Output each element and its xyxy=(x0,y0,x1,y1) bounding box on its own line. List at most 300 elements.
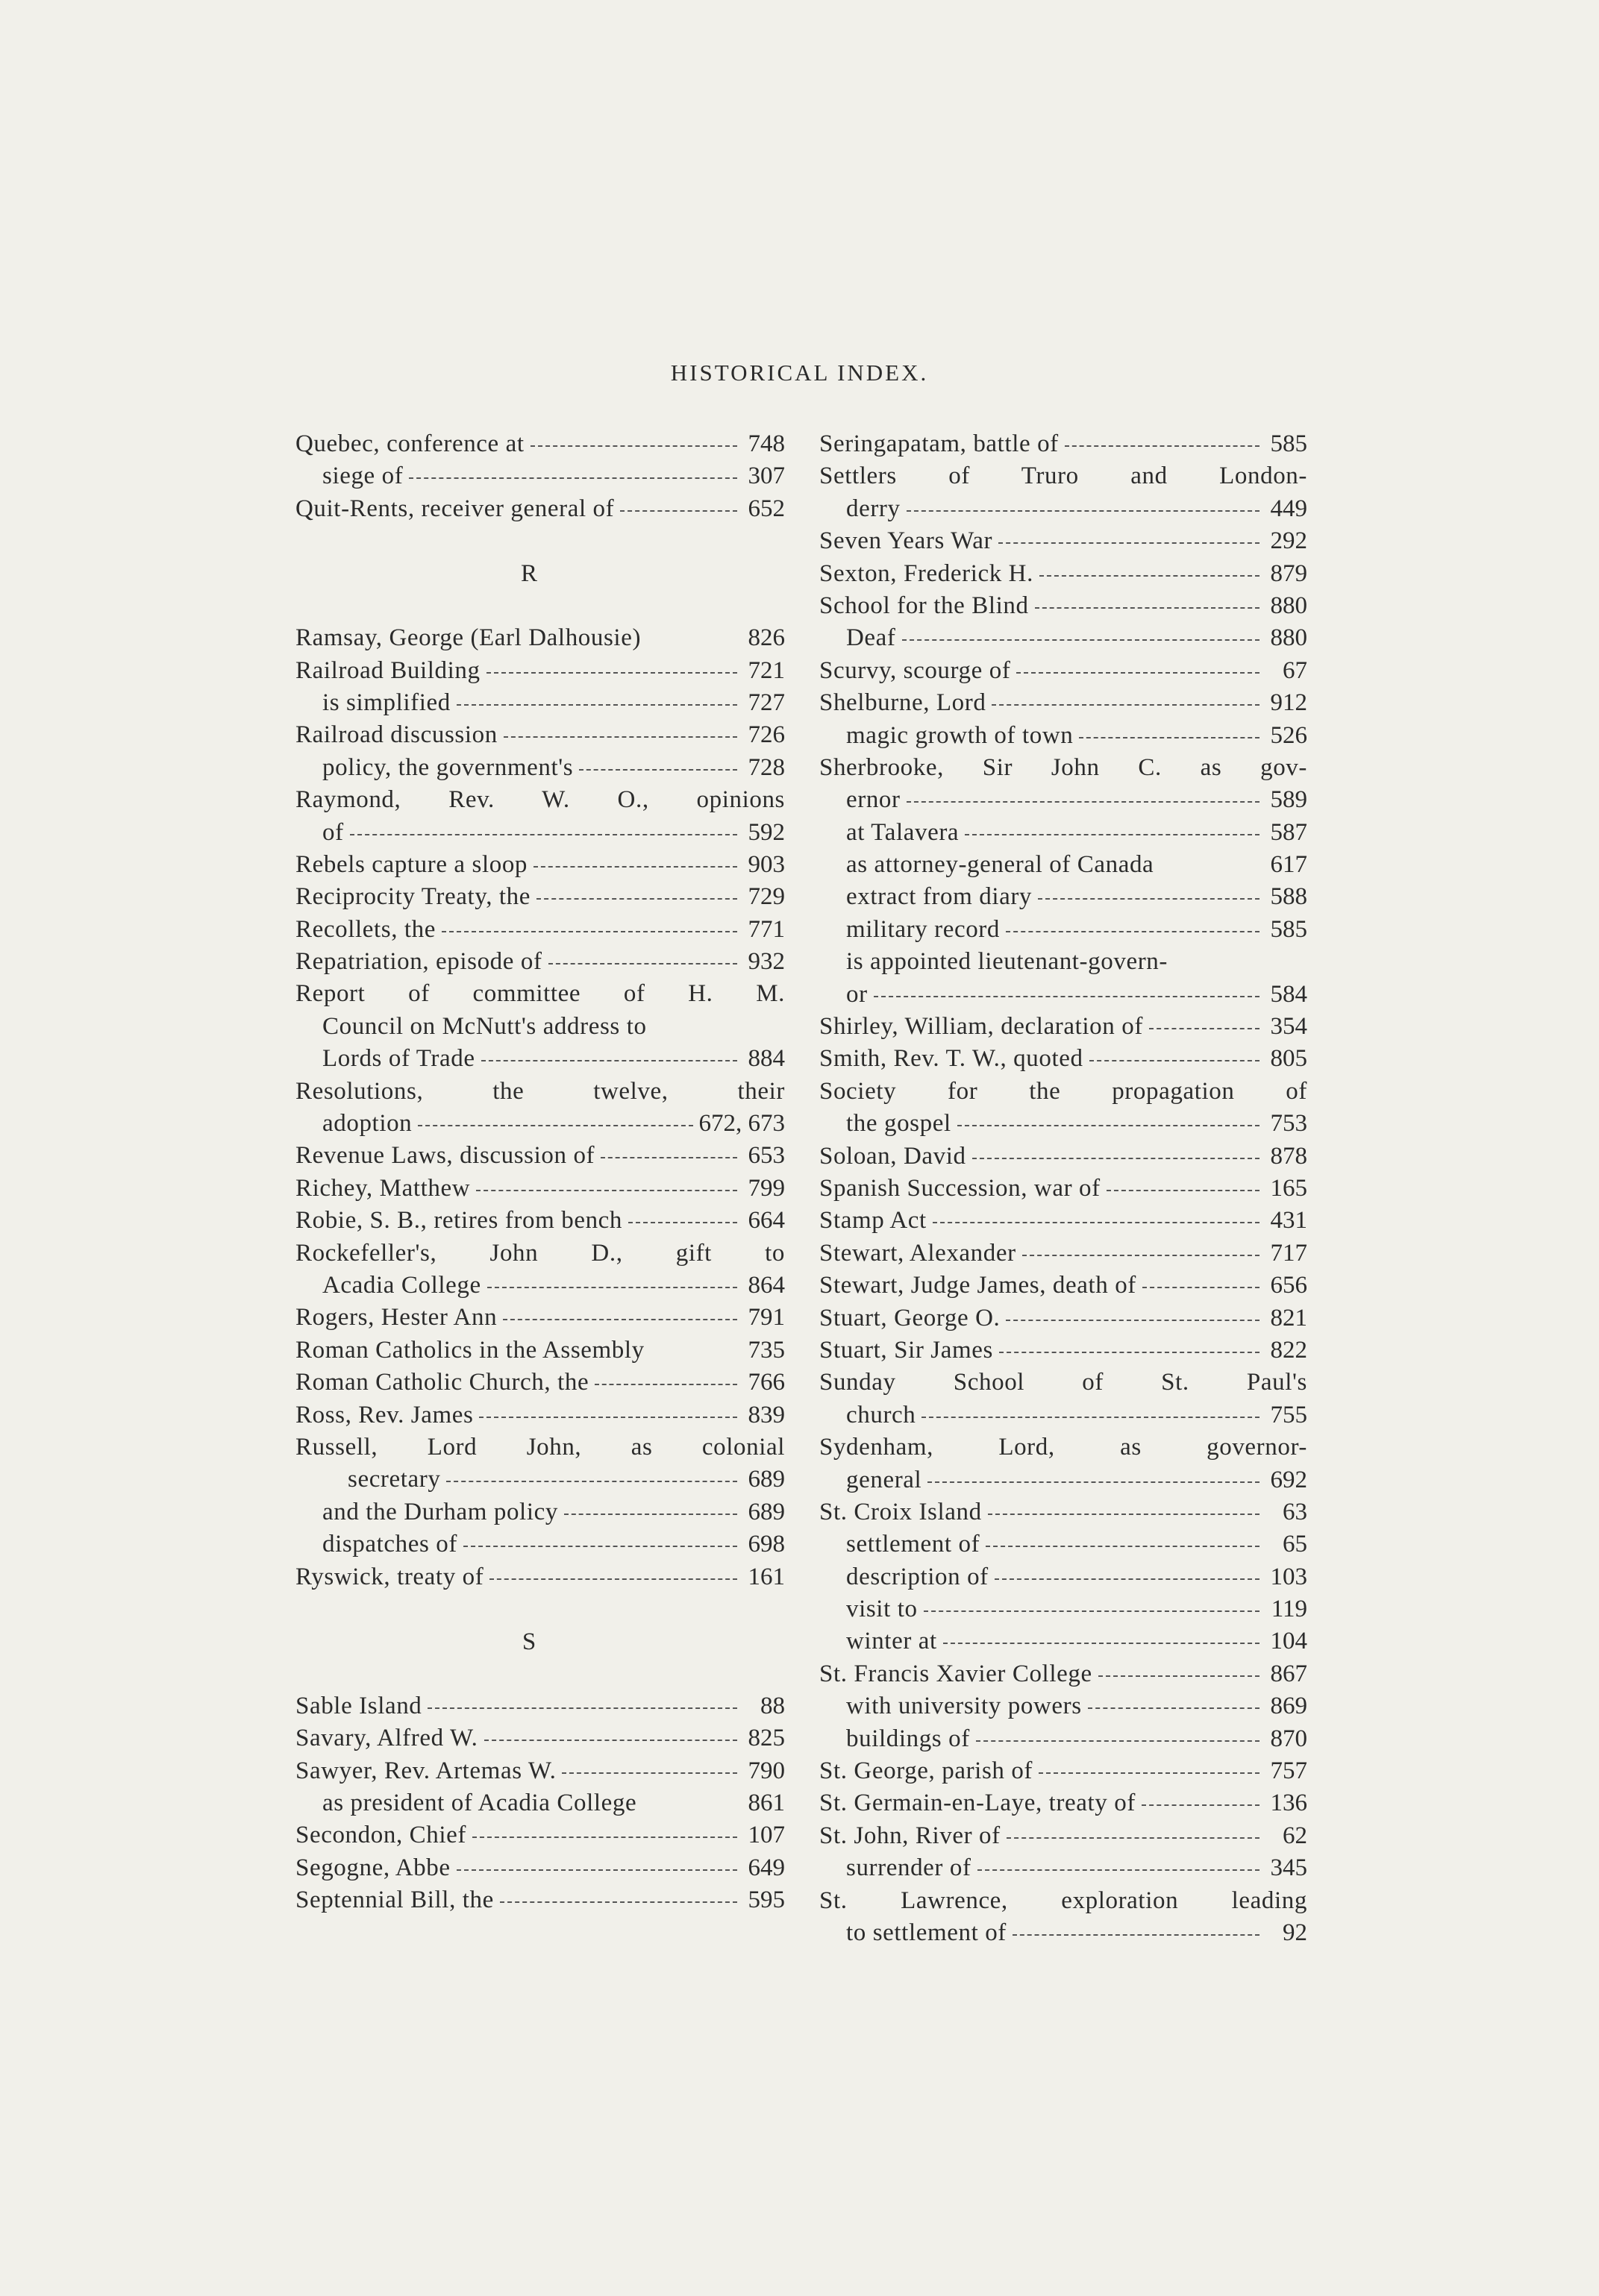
entry-text: is appointed lieutenant-govern- xyxy=(846,948,1168,976)
dot-leader xyxy=(472,1837,737,1838)
dot-leader xyxy=(486,672,737,674)
entry-text: or xyxy=(846,980,868,1008)
index-entry-line xyxy=(295,1431,785,1464)
entry-text: Sable Island xyxy=(295,1692,422,1719)
section-letter: S xyxy=(522,1628,536,1655)
page-number: 589 xyxy=(1270,786,1307,814)
dot-leader xyxy=(943,1643,1260,1644)
dot-leader xyxy=(500,1901,737,1903)
entry-text: Seven Years War xyxy=(819,527,993,555)
entry-text: Revenue Laws, discussion of xyxy=(295,1142,595,1170)
dot-leader xyxy=(921,1417,1260,1418)
dot-leader xyxy=(533,866,737,868)
entry-text: as president of Acadia College xyxy=(322,1790,637,1817)
dot-leader xyxy=(487,1287,737,1288)
dot-leader xyxy=(1107,1190,1260,1191)
index-entry xyxy=(819,1496,1307,1528)
entry-text: Segogne, Abbe xyxy=(295,1854,451,1881)
index-entry xyxy=(819,914,1307,946)
page-number: 726 xyxy=(748,721,785,749)
page-number: 826 xyxy=(748,624,785,652)
index-entry xyxy=(819,784,1307,816)
page-number: 869 xyxy=(1270,1693,1307,1720)
dot-leader xyxy=(933,1222,1260,1223)
index-entry-line xyxy=(295,784,785,816)
dot-leader xyxy=(536,898,737,900)
page-number: 698 xyxy=(748,1531,785,1558)
index-entry xyxy=(819,1561,1307,1593)
dot-leader xyxy=(579,769,737,771)
dot-leader xyxy=(1013,1934,1260,1936)
entry-text: siege of xyxy=(322,462,404,490)
index-entry xyxy=(819,687,1307,719)
page-number: 62 xyxy=(1283,1822,1307,1849)
dot-leader xyxy=(1079,737,1260,738)
index-entry xyxy=(295,1690,785,1722)
entry-text: Recollets, the xyxy=(295,915,436,943)
entry-text: Raymond, Rev. W. O., opinions xyxy=(295,786,785,814)
index-entry-line xyxy=(819,1431,1307,1464)
index-entry xyxy=(819,1399,1307,1431)
entry-text: St. Germain-en-Laye, treaty of xyxy=(819,1790,1136,1817)
index-entry xyxy=(819,1205,1307,1237)
page-number: 884 xyxy=(748,1045,785,1073)
index-entry-line xyxy=(819,460,1307,492)
entry-text: Ross, Rev. James xyxy=(295,1401,474,1428)
entry-text: Acadia College xyxy=(322,1271,481,1299)
index-entry xyxy=(819,1141,1307,1173)
dot-leader xyxy=(957,1125,1260,1126)
dot-leader xyxy=(1006,1320,1260,1321)
dot-leader xyxy=(977,1869,1260,1871)
entry-text: Richey, Matthew xyxy=(295,1174,471,1202)
page-number: 878 xyxy=(1270,1142,1307,1170)
index-column-left xyxy=(295,428,785,1917)
dot-leader xyxy=(548,963,737,964)
dot-leader xyxy=(924,1610,1260,1612)
page-number: 753 xyxy=(1270,1110,1307,1138)
entry-text: Society for the propagation of xyxy=(819,1077,1307,1105)
entry-text: Deaf xyxy=(846,624,896,652)
entry-text: Sunday School of St. Paul's xyxy=(819,1369,1307,1396)
entry-text: of xyxy=(322,818,344,846)
index-entry xyxy=(819,817,1307,849)
page-number: 867 xyxy=(1270,1660,1307,1687)
index-entry xyxy=(819,1852,1307,1884)
index-entry xyxy=(819,720,1307,752)
page-number: 727 xyxy=(748,689,785,716)
entry-text: Stuart, Sir James xyxy=(819,1336,993,1364)
page-number: 656 xyxy=(1270,1272,1307,1299)
index-entry xyxy=(295,655,785,687)
index-entry xyxy=(819,1302,1307,1334)
page-number: 717 xyxy=(1270,1239,1307,1267)
index-entry xyxy=(819,1334,1307,1367)
entry-text: Robie, S. B., retires from bench xyxy=(295,1207,623,1235)
entry-text: Repatriation, episode of xyxy=(295,948,542,976)
entry-text: Quit-Rents, receiver general of xyxy=(295,495,615,522)
index-entry xyxy=(819,1658,1307,1690)
entry-text: St. Francis Xavier College xyxy=(819,1660,1092,1687)
entry-text: general xyxy=(846,1466,922,1493)
entry-text: Stewart, Alexander xyxy=(819,1239,1016,1267)
index-entry xyxy=(819,590,1307,622)
page-number: 584 xyxy=(1270,980,1307,1008)
entry-text: Settlers of Truro and London- xyxy=(819,462,1307,490)
index-entry-line xyxy=(819,1076,1307,1108)
entry-text: derry xyxy=(846,495,901,522)
entry-text: Russell, Lord John, as colonial xyxy=(295,1433,785,1461)
page-number: 672, 673 xyxy=(698,1110,785,1138)
index-entry-line xyxy=(819,1367,1307,1399)
page-number: 431 xyxy=(1270,1207,1307,1235)
entry-text: Roman Catholics in the Assembly xyxy=(295,1336,645,1364)
page-number: 728 xyxy=(748,753,785,781)
page-number: 790 xyxy=(748,1757,785,1784)
entry-text: Shelburne, Lord xyxy=(819,689,986,717)
page-number: 119 xyxy=(1271,1596,1307,1623)
entry-text: Ramsay, George (Earl Dalhousie) xyxy=(295,624,642,652)
entry-text: Septennial Bill, the xyxy=(295,1886,494,1914)
dot-leader xyxy=(446,1481,737,1482)
index-entry xyxy=(819,1787,1307,1819)
dot-leader xyxy=(1039,575,1260,577)
entry-text: Sexton, Frederick H. xyxy=(819,559,1033,587)
entry-text: Stewart, Judge James, death of xyxy=(819,1272,1136,1299)
dot-leader xyxy=(601,1157,737,1158)
index-entry xyxy=(819,881,1307,913)
page-number: 595 xyxy=(748,1886,785,1914)
dot-leader xyxy=(927,1481,1260,1483)
index-entry-line xyxy=(819,946,1307,978)
entry-text: Council on McNutt's address to xyxy=(322,1012,647,1040)
page-number: 735 xyxy=(748,1336,785,1364)
index-entry xyxy=(819,1820,1307,1852)
dot-leader xyxy=(481,1060,737,1061)
index-entry xyxy=(295,1140,785,1172)
page-number: 822 xyxy=(1270,1336,1307,1364)
entry-text: Sawyer, Rev. Artemas W. xyxy=(295,1757,557,1784)
entry-text: Shirley, William, declaration of xyxy=(819,1013,1143,1041)
page-number: 649 xyxy=(748,1854,785,1881)
entry-text: as attorney-general of Canada xyxy=(846,851,1154,879)
index-entry xyxy=(295,946,785,978)
entry-text: secretary xyxy=(348,1466,441,1493)
entry-text: Reciprocity Treaty, the xyxy=(295,883,531,911)
index-entry xyxy=(295,1399,785,1431)
dot-leader xyxy=(907,510,1260,512)
dot-leader xyxy=(479,1417,737,1418)
section-letter: R xyxy=(520,560,537,588)
index-entry xyxy=(295,1108,785,1140)
page-title: HISTORICAL INDEX. xyxy=(670,360,929,386)
page-number: 345 xyxy=(1270,1854,1307,1882)
index-entry xyxy=(295,1270,785,1302)
page-number: 689 xyxy=(748,1498,785,1525)
page-number: 307 xyxy=(748,462,785,490)
index-entry xyxy=(819,849,1307,881)
index-entry xyxy=(819,558,1307,590)
entry-text: Resolutions, the twelve, their xyxy=(295,1077,785,1105)
page-number: 292 xyxy=(1270,527,1307,555)
index-entry xyxy=(819,979,1307,1011)
entry-text: School for the Blind xyxy=(819,592,1029,619)
index-entry xyxy=(295,1205,785,1237)
index-column-right xyxy=(819,428,1307,1949)
index-entry-line xyxy=(295,1076,785,1108)
index-entry xyxy=(295,1819,785,1851)
entry-text: surrender of xyxy=(846,1854,971,1882)
index-entry xyxy=(819,1270,1307,1302)
index-entry xyxy=(295,1852,785,1884)
page-number: 880 xyxy=(1270,592,1307,619)
dot-leader xyxy=(1089,1060,1260,1061)
page-number: 161 xyxy=(748,1563,785,1590)
dot-leader xyxy=(972,1158,1260,1159)
index-entry xyxy=(295,1787,785,1819)
index-entry xyxy=(819,428,1307,460)
index-entry xyxy=(295,1367,785,1399)
page-number: 88 xyxy=(760,1692,785,1719)
entry-text: policy, the government's xyxy=(322,753,574,781)
dot-leader xyxy=(1065,445,1260,447)
entry-text: Savary, Alfred W. xyxy=(295,1725,478,1752)
dot-leader xyxy=(457,704,737,706)
dot-leader xyxy=(874,996,1260,997)
dot-leader xyxy=(428,1707,737,1709)
page-number: 587 xyxy=(1270,818,1307,846)
entry-text: Report of committee of H. M. xyxy=(295,980,785,1008)
dot-leader xyxy=(564,1514,737,1515)
dot-leader xyxy=(998,542,1260,544)
entry-text: description of xyxy=(846,1563,989,1590)
entry-text: Rogers, Hester Ann xyxy=(295,1304,498,1332)
entry-text: dispatches of xyxy=(322,1531,458,1558)
index-entry-line xyxy=(295,1011,785,1043)
page-number: 585 xyxy=(1270,430,1307,457)
index-entry xyxy=(819,1723,1307,1755)
index-entry xyxy=(295,1884,785,1916)
entry-text: adoption xyxy=(322,1110,413,1138)
index-entry xyxy=(295,1722,785,1754)
index-entry xyxy=(295,1464,785,1496)
entry-text: Sherbrooke, Sir John C. as gov- xyxy=(819,753,1307,781)
entry-text: St. John, River of xyxy=(819,1822,1001,1849)
index-entry xyxy=(819,1173,1307,1205)
entry-text: Scurvy, scourge of xyxy=(819,656,1011,684)
entry-text: Stamp Act xyxy=(819,1207,927,1235)
index-entry xyxy=(819,622,1307,654)
index-entry xyxy=(295,1561,785,1593)
page-number: 63 xyxy=(1283,1498,1307,1525)
page-number: 870 xyxy=(1270,1725,1307,1752)
dot-leader xyxy=(409,477,737,479)
index-entry xyxy=(295,752,785,784)
entry-text: Secondon, Chief xyxy=(295,1822,466,1849)
index-entry xyxy=(295,1496,785,1528)
page-number: 861 xyxy=(748,1790,785,1817)
page-number: 757 xyxy=(1270,1757,1307,1785)
index-entry xyxy=(819,1625,1307,1657)
dot-leader xyxy=(1142,1804,1260,1806)
entry-text: Quebec, conference at xyxy=(295,430,525,457)
dot-leader xyxy=(1098,1675,1260,1677)
page-number: 805 xyxy=(1270,1045,1307,1073)
index-entry-line xyxy=(819,752,1307,784)
entry-text: Stuart, George O. xyxy=(819,1304,1001,1332)
entry-text: buildings of xyxy=(846,1725,970,1752)
page-number: 729 xyxy=(748,883,785,911)
page-number: 692 xyxy=(1270,1466,1307,1493)
entry-text: Ryswick, treaty of xyxy=(295,1563,484,1590)
index-entry xyxy=(295,1173,785,1205)
page-number: 592 xyxy=(748,818,785,846)
index-entry-line xyxy=(295,978,785,1010)
dot-leader xyxy=(1142,1287,1260,1288)
page-number: 879 xyxy=(1270,559,1307,587)
page-number: 585 xyxy=(1270,915,1307,943)
dot-leader xyxy=(1035,607,1260,609)
entry-text: at Talavera xyxy=(846,818,960,846)
dot-leader xyxy=(504,736,737,738)
entry-text: to settlement of xyxy=(846,1919,1007,1946)
page-number: 864 xyxy=(748,1271,785,1299)
page-number: 165 xyxy=(1270,1174,1307,1202)
dot-leader xyxy=(484,1740,737,1741)
dot-leader xyxy=(562,1772,737,1774)
entry-text: Roman Catholic Church, the xyxy=(295,1369,589,1396)
index-entry xyxy=(819,1917,1307,1949)
index-entry xyxy=(295,1043,785,1075)
entry-text: extract from diary xyxy=(846,883,1033,911)
page-number: 821 xyxy=(1270,1304,1307,1332)
index-entry xyxy=(295,687,785,719)
page-number: 721 xyxy=(748,656,785,684)
dot-leader xyxy=(992,704,1260,706)
index-entry xyxy=(295,622,785,654)
entry-text: settlement of xyxy=(846,1531,980,1558)
entry-text: is simplified xyxy=(322,689,451,716)
index-entry xyxy=(295,881,785,913)
page-number: 652 xyxy=(748,495,785,522)
index-entry xyxy=(819,1690,1307,1722)
index-entry xyxy=(819,655,1307,687)
page-number: 880 xyxy=(1270,624,1307,652)
page-number: 104 xyxy=(1270,1628,1307,1655)
dot-leader xyxy=(1039,1772,1260,1774)
dot-leader xyxy=(1022,1255,1260,1256)
index-entry xyxy=(295,428,785,460)
entry-text: St. George, parish of xyxy=(819,1757,1033,1785)
page-number: 92 xyxy=(1283,1919,1307,1946)
page-number: 771 xyxy=(748,915,785,943)
dot-leader xyxy=(1088,1707,1260,1709)
index-entry xyxy=(819,1464,1307,1496)
page-number: 526 xyxy=(1270,721,1307,749)
dot-leader xyxy=(350,834,737,835)
entry-text: St. Lawrence, exploration leading xyxy=(819,1886,1307,1914)
page-number: 825 xyxy=(748,1725,785,1752)
dot-leader xyxy=(1016,672,1260,674)
entry-text: with university powers xyxy=(846,1693,1082,1720)
entry-text: Rockefeller's, John D., gift to xyxy=(295,1239,785,1267)
entry-text: Seringapatam, battle of xyxy=(819,430,1059,457)
index-entry xyxy=(295,493,785,525)
page-number: 903 xyxy=(748,850,785,878)
page-number: 588 xyxy=(1270,883,1307,911)
dot-leader xyxy=(986,1546,1260,1547)
dot-leader xyxy=(489,1578,737,1580)
index-entry xyxy=(819,1593,1307,1625)
page-number: 689 xyxy=(748,1466,785,1493)
page-number: 67 xyxy=(1283,656,1307,684)
index-entry xyxy=(819,1755,1307,1787)
page-number: 748 xyxy=(748,430,785,457)
entry-text: Soloan, David xyxy=(819,1142,966,1170)
dot-leader xyxy=(965,834,1260,835)
dot-leader xyxy=(1006,931,1260,932)
entry-text: the gospel xyxy=(846,1110,951,1138)
index-entry xyxy=(295,719,785,751)
entry-text: Sydenham, Lord, as governor- xyxy=(819,1434,1307,1461)
dot-leader xyxy=(976,1740,1260,1742)
page-number: 136 xyxy=(1270,1790,1307,1817)
entry-text: military record xyxy=(846,915,1001,943)
dot-leader xyxy=(442,931,737,932)
dot-leader xyxy=(463,1546,737,1547)
index-entry xyxy=(819,1043,1307,1075)
entry-text: magic growth of town xyxy=(846,721,1074,749)
page-number: 653 xyxy=(748,1142,785,1170)
page-number: 449 xyxy=(1270,495,1307,522)
page-number: 103 xyxy=(1270,1563,1307,1590)
index-entry xyxy=(819,493,1307,525)
entry-text: Railroad Building xyxy=(295,656,481,684)
index-entry xyxy=(295,914,785,946)
dot-leader xyxy=(988,1514,1260,1515)
page-number: 354 xyxy=(1270,1013,1307,1041)
page-number: 932 xyxy=(748,948,785,976)
dot-leader xyxy=(1007,1837,1260,1839)
dot-leader xyxy=(595,1384,737,1385)
page-number: 617 xyxy=(1270,851,1307,879)
entry-text: Smith, Rev. T. W., quoted xyxy=(819,1045,1083,1073)
index-entry xyxy=(295,1528,785,1561)
page-number: 766 xyxy=(748,1369,785,1396)
entry-text: church xyxy=(846,1401,916,1428)
dot-leader xyxy=(999,1352,1260,1353)
dot-leader xyxy=(907,801,1260,803)
entry-text: Rebels capture a sloop xyxy=(295,850,528,878)
index-entry xyxy=(819,1108,1307,1140)
dot-leader xyxy=(620,510,737,512)
page-number: 755 xyxy=(1270,1401,1307,1428)
dot-leader xyxy=(531,445,737,447)
index-entry xyxy=(295,1302,785,1334)
dot-leader xyxy=(457,1869,737,1871)
dot-leader xyxy=(503,1319,737,1320)
entry-text: and the Durham policy xyxy=(322,1498,558,1525)
dot-leader xyxy=(418,1125,692,1126)
index-entry xyxy=(819,1528,1307,1561)
index-entry xyxy=(819,1011,1307,1043)
dot-leader xyxy=(902,639,1260,641)
dot-leader xyxy=(995,1578,1260,1580)
index-entry xyxy=(295,460,785,492)
index-entry xyxy=(295,1755,785,1787)
entry-text: Spanish Succession, war of xyxy=(819,1174,1101,1202)
index-entry xyxy=(819,1238,1307,1270)
